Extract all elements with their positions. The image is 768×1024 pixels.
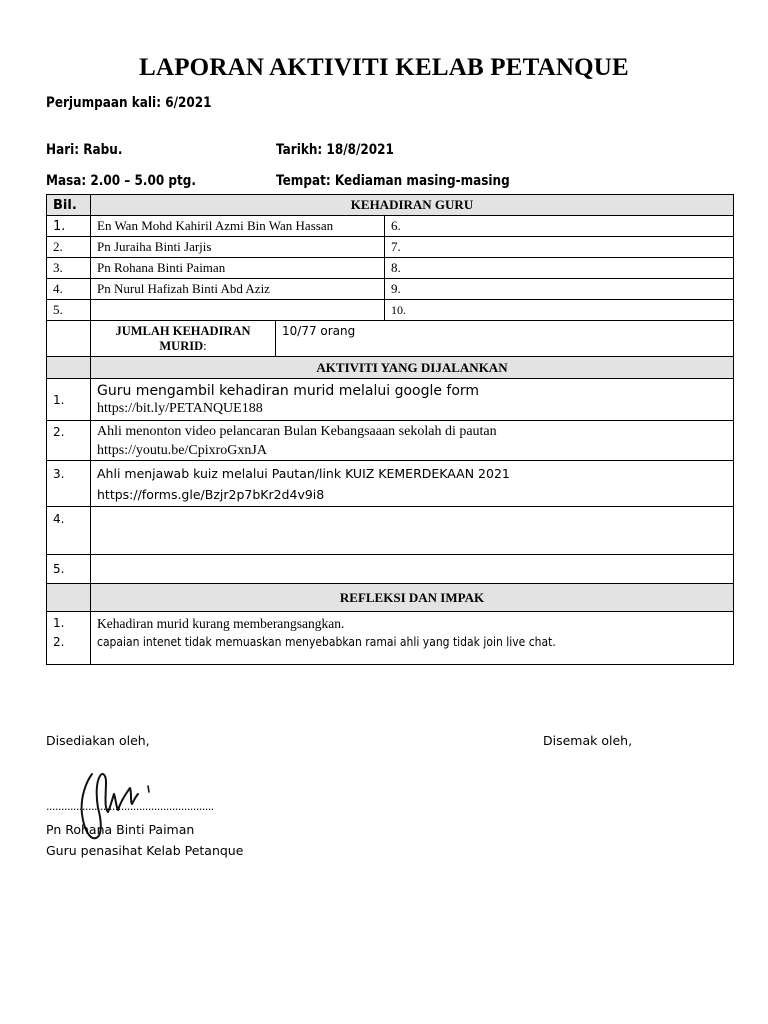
day: Hari: Rabu. xyxy=(46,142,123,158)
teacher-name: Pn Juraiha Binti Jarjis xyxy=(91,237,385,258)
bil-header: Bil. xyxy=(47,195,91,216)
report-table xyxy=(46,194,734,665)
activity-text xyxy=(91,507,734,555)
teacher-number: 1. xyxy=(47,216,91,237)
reflection-header: REFLEKSI DAN IMPAK xyxy=(91,584,734,612)
time: Masa: 2.00 – 5.00 ptg. xyxy=(46,173,196,189)
activity-row xyxy=(47,461,734,507)
reflection-header-row xyxy=(47,584,734,612)
checked-by-label: Disemak oleh, xyxy=(543,733,633,748)
reflection-text: Kehadiran murid kurang memberangsangkan. capaian intenet tidak memuaskan menyebabkan ramai ahli yang tidak join live chat. xyxy=(91,612,734,665)
reflection-numbers: 1. 2. xyxy=(47,612,91,665)
activity-row xyxy=(47,421,734,461)
activity-text: Ahli menonton video pelancaran Bulan Kebangsaaan sekolah di pautan https://youtu.be/CpixroGxnJA xyxy=(91,421,734,461)
activity-text: Guru mengambil kehadiran murid melalui google form https://bit.ly/PETANQUE188 xyxy=(91,379,734,421)
attendance-header-row xyxy=(47,195,734,216)
teacher-number-2: 8. xyxy=(385,258,734,279)
preparer-role: Guru penasihat Kelab Petanque xyxy=(46,843,244,858)
teacher-number: 5. xyxy=(47,300,91,321)
teacher-number-2: 7. xyxy=(385,237,734,258)
teacher-name: Pn Nurul Hafizah Binti Abd Aziz xyxy=(91,279,385,300)
student-total-row xyxy=(47,321,734,357)
teacher-number-2: 10. xyxy=(385,300,734,321)
report-title: LAPORAN AKTIVITI KELAB PETANQUE xyxy=(139,54,629,81)
activity-number: 3. xyxy=(47,461,91,507)
student-total-value: 10/77 orang xyxy=(276,321,734,357)
activity-header: AKTIVITI YANG DIJALANKAN xyxy=(91,357,734,379)
prepared-by-label: Disediakan oleh, xyxy=(46,733,150,748)
teacher-number: 4. xyxy=(47,279,91,300)
activity-row xyxy=(47,555,734,584)
activity-text xyxy=(91,555,734,584)
teacher-row xyxy=(47,216,734,237)
activity-number: 5. xyxy=(47,555,91,584)
teacher-row xyxy=(47,300,734,321)
date: Tarikh: 18/8/2021 xyxy=(276,142,394,158)
teacher-row xyxy=(47,237,734,258)
activity-text: Ahli menjawab kuiz melalui Pautan/link KUIZ KEMERDEKAAN 2021 https://forms.gle/Bzjr2p7bKr2d4v9i8 xyxy=(91,461,734,507)
teacher-row xyxy=(47,279,734,300)
activity-row xyxy=(47,507,734,555)
teacher-number-2: 9. xyxy=(385,279,734,300)
activity-number: 4. xyxy=(47,507,91,555)
activity-number: 1. xyxy=(47,379,91,421)
activity-header-row xyxy=(47,357,734,379)
activity-number: 2. xyxy=(47,421,91,461)
teacher-number-2: 6. xyxy=(385,216,734,237)
meeting-number: Perjumpaan kali: 6/2021 xyxy=(46,95,212,111)
venue: Tempat: Kediaman masing-masing xyxy=(276,173,510,189)
preparer-name: Pn Rohana Binti Paiman xyxy=(46,822,195,837)
signature-line: ........................................................ xyxy=(46,800,214,813)
teacher-name: En Wan Mohd Kahiril Azmi Bin Wan Hassan xyxy=(91,216,385,237)
reflection-row xyxy=(47,612,734,665)
student-total-label: JUMLAH KEHADIRAN MURID: xyxy=(91,321,276,357)
teacher-name: Pn Rohana Binti Paiman xyxy=(91,258,385,279)
teacher-number: 2. xyxy=(47,237,91,258)
teacher-name xyxy=(91,300,385,321)
teacher-row xyxy=(47,258,734,279)
teacher-number: 3. xyxy=(47,258,91,279)
attendance-header: KEHADIRAN GURU xyxy=(91,195,734,216)
activity-row xyxy=(47,379,734,421)
